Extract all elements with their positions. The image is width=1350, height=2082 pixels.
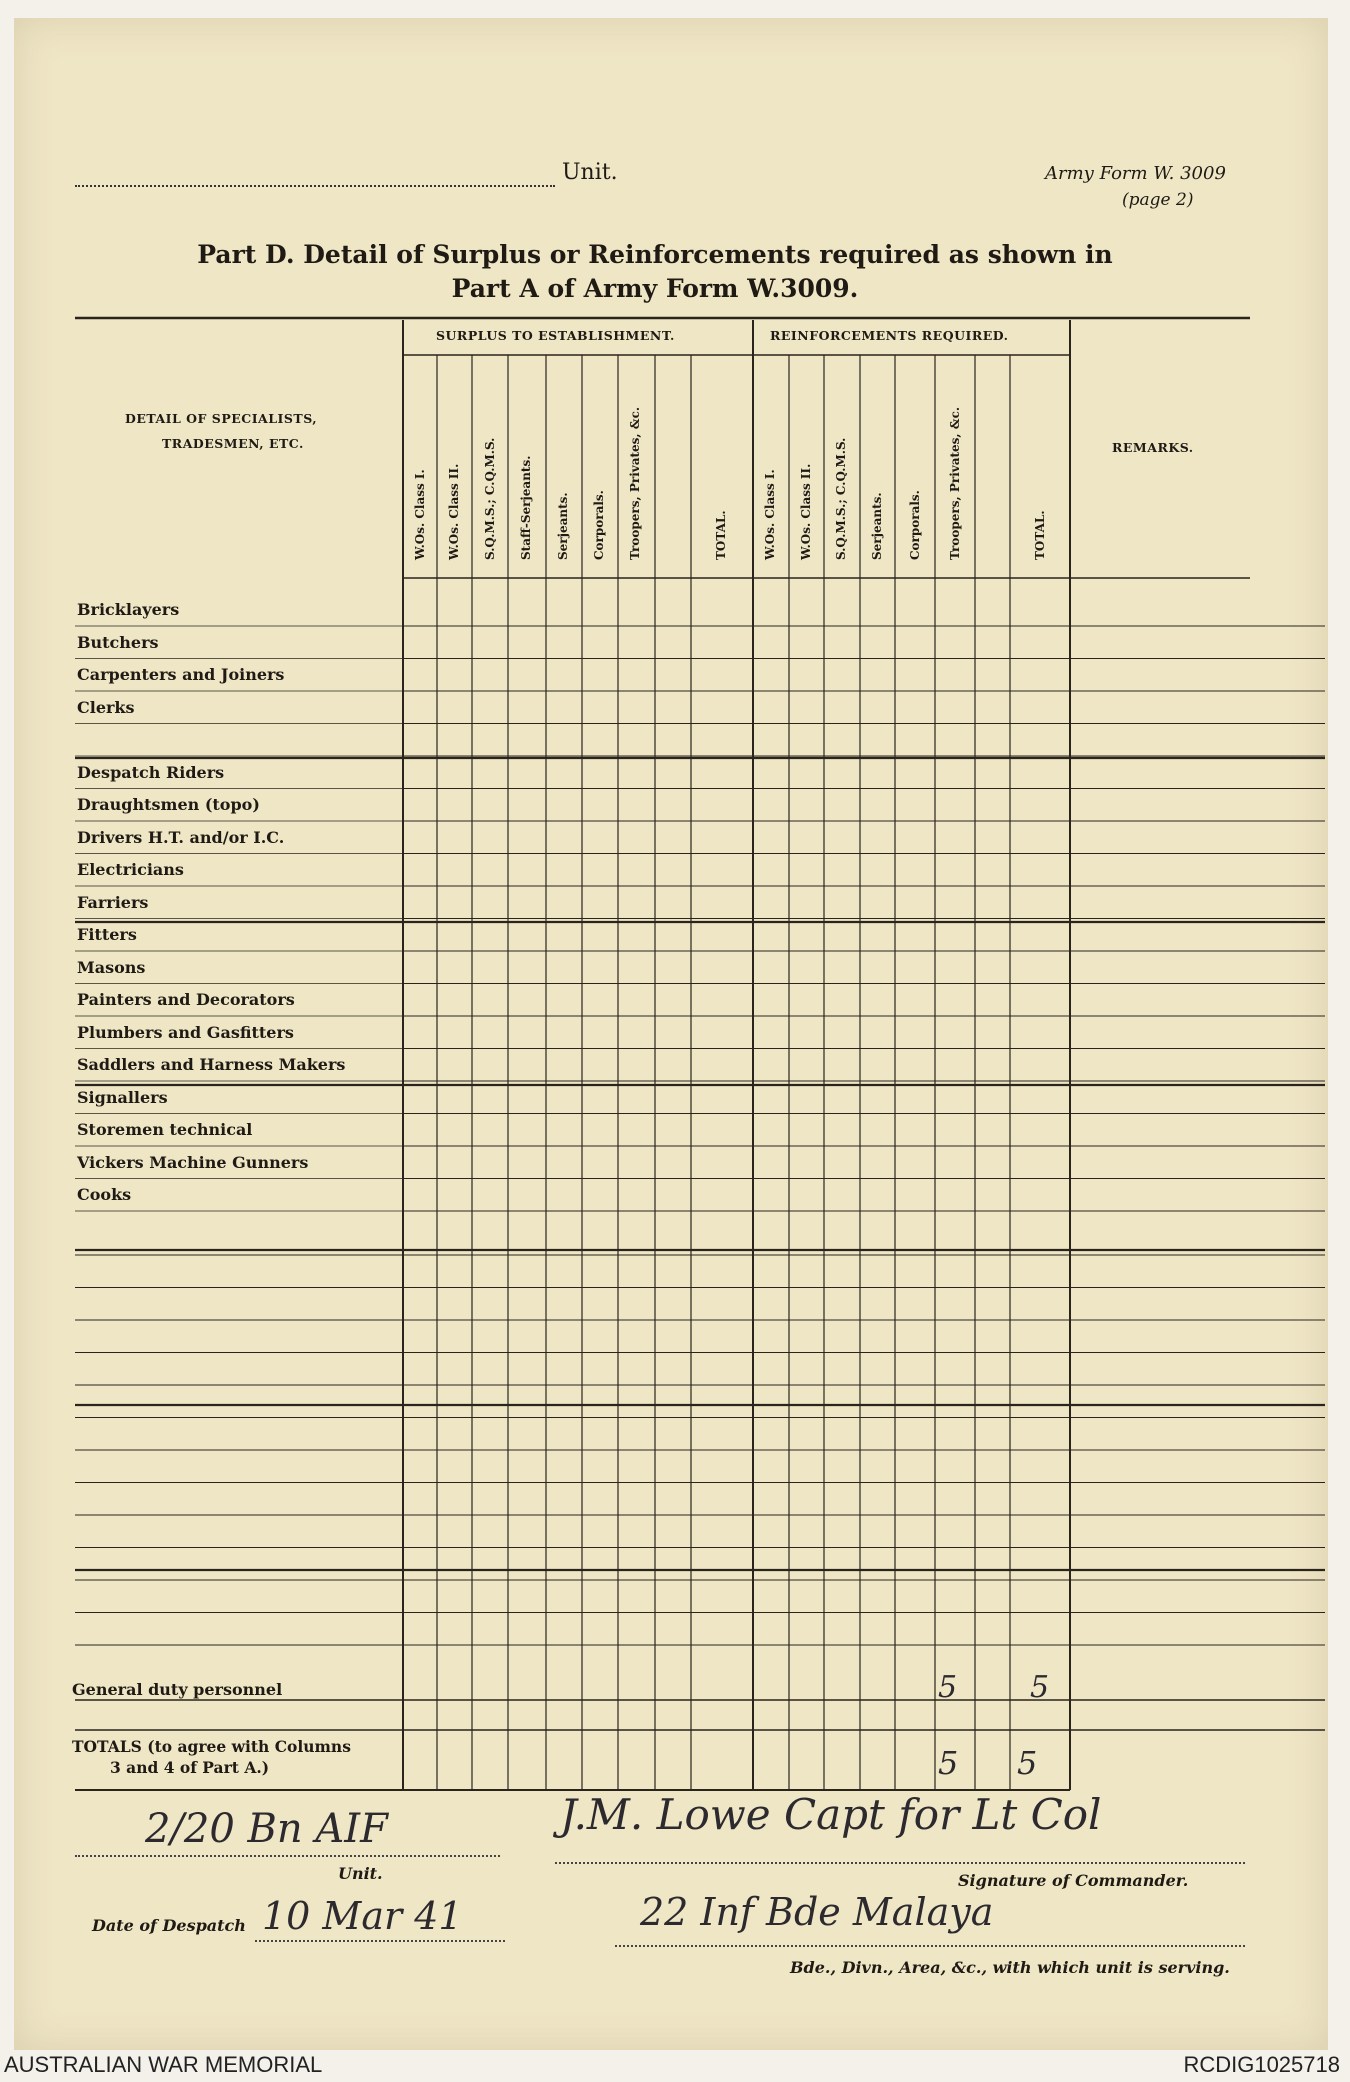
table-row-label: Signallers — [77, 1087, 168, 1107]
despatch-date-handwritten: 10 Mar 41 — [262, 1894, 463, 1938]
despatch-line — [255, 1940, 505, 1942]
reinforcement-col-label-4: Corporals. — [908, 490, 922, 560]
table-row-label: Storemen technical — [77, 1120, 253, 1139]
reinforcement-col-label-0: W.Os. Class I. — [763, 469, 777, 560]
general-duty-label: General duty personnel — [72, 1680, 283, 1699]
credit-right: RCDIG1025718 — [1183, 2052, 1340, 2077]
table-row-label: Painters and Decorators — [77, 990, 295, 1009]
surplus-col-label-0: W.Os. Class I. — [413, 469, 427, 560]
signature-handwritten: J.M. Lowe Capt for Lt Col — [560, 1790, 1102, 1839]
table-row-label: Cooks — [77, 1185, 132, 1204]
table-row-label: Plumbers and Gasfitters — [77, 1022, 294, 1042]
table-row-label: Draughtsmen (topo) — [77, 795, 260, 814]
reinforcement-col-label-7: TOTAL. — [1033, 510, 1047, 560]
reinforcement-col-label-3: Serjeants. — [870, 492, 884, 560]
credit-left: AUSTRALIAN WAR MEMORIAL — [4, 2052, 323, 2077]
table-row-label: Butchers — [77, 632, 159, 652]
surplus-col-label-5: Corporals. — [592, 490, 606, 560]
surplus-col-label-3: Staff-Serjeants. — [519, 455, 533, 560]
detail-header-2: TRADESMEN, ETC. — [162, 436, 304, 451]
general-duty-total-value: 5 — [1030, 1670, 1050, 1705]
totals-troopers-value: 5 — [938, 1744, 959, 1782]
table-row-label: Farriers — [77, 892, 149, 912]
table-row-label: Bricklayers — [77, 600, 180, 619]
surplus-col-label-1: W.Os. Class II. — [447, 463, 461, 560]
table-row-label: Drivers H.T. and/or I.C. — [77, 827, 285, 847]
table-row-label: Clerks — [77, 697, 135, 717]
totals-label-1: TOTALS (to agree with Columns — [72, 1737, 351, 1756]
unit-label: Unit. — [562, 160, 618, 185]
signature-line — [555, 1862, 1245, 1864]
reinforcement-col-label-5: Troopers, Privates, &c. — [948, 406, 962, 560]
table-row-label: Masons — [77, 957, 146, 977]
table-row-label: Carpenters and Joiners — [77, 665, 285, 684]
remarks-header: REMARKS. — [1112, 440, 1194, 455]
reinforcement-header: REINFORCEMENTS REQUIRED. — [770, 328, 1009, 343]
unit-line — [75, 1855, 500, 1857]
reinforcement-col-label-2: S.Q.M.S.; C.Q.M.S. — [834, 437, 848, 560]
page-reference: (page 2) — [1122, 190, 1194, 210]
bde-caption: Bde., Divn., Area, &c., with which unit is serving. — [790, 1958, 1230, 1977]
reinforcement-col-label-1: W.Os. Class II. — [799, 463, 813, 560]
despatch-label: Date of Despatch — [92, 1916, 246, 1935]
detail-header-1: DETAIL OF SPECIALISTS, — [125, 411, 318, 426]
totals-label-2: 3 and 4 of Part A.) — [110, 1758, 270, 1777]
surplus-col-label-6: Troopers, Privates, &c. — [628, 406, 642, 560]
signature-caption: Signature of Commander. — [958, 1871, 1189, 1890]
title-line-1: Part D. Detail of Surplus or Reinforcements required as shown in — [197, 240, 1113, 269]
table-row-label: Vickers Machine Gunners — [77, 1152, 309, 1172]
unit-caption: Unit. — [338, 1864, 383, 1883]
surplus-col-label-4: Serjeants. — [556, 492, 570, 560]
army-form-number: Army Form W. 3009 — [1045, 163, 1226, 184]
surplus-col-label-2: S.Q.M.S.; C.Q.M.S. — [483, 437, 497, 560]
bde-line — [615, 1945, 1245, 1947]
table-row-label: Despatch Riders — [77, 762, 225, 782]
surplus-header: SURPLUS TO ESTABLISHMENT. — [436, 328, 675, 343]
unit-handwritten: 2/20 Bn AIF — [145, 1806, 388, 1852]
bde-handwritten: 22 Inf Bde Malaya — [640, 1890, 994, 1934]
surplus-col-label-8: TOTAL. — [714, 510, 728, 560]
table-row-label: Electricians — [77, 860, 184, 879]
general-duty-troopers-value: 5 — [938, 1670, 958, 1705]
table-row-label: Saddlers and Harness Makers — [77, 1055, 346, 1074]
totals-total-value: 5 — [1017, 1744, 1038, 1782]
title-line-2: Part A of Army Form W.3009. — [451, 274, 859, 303]
table-row-label: Fitters — [77, 925, 137, 944]
